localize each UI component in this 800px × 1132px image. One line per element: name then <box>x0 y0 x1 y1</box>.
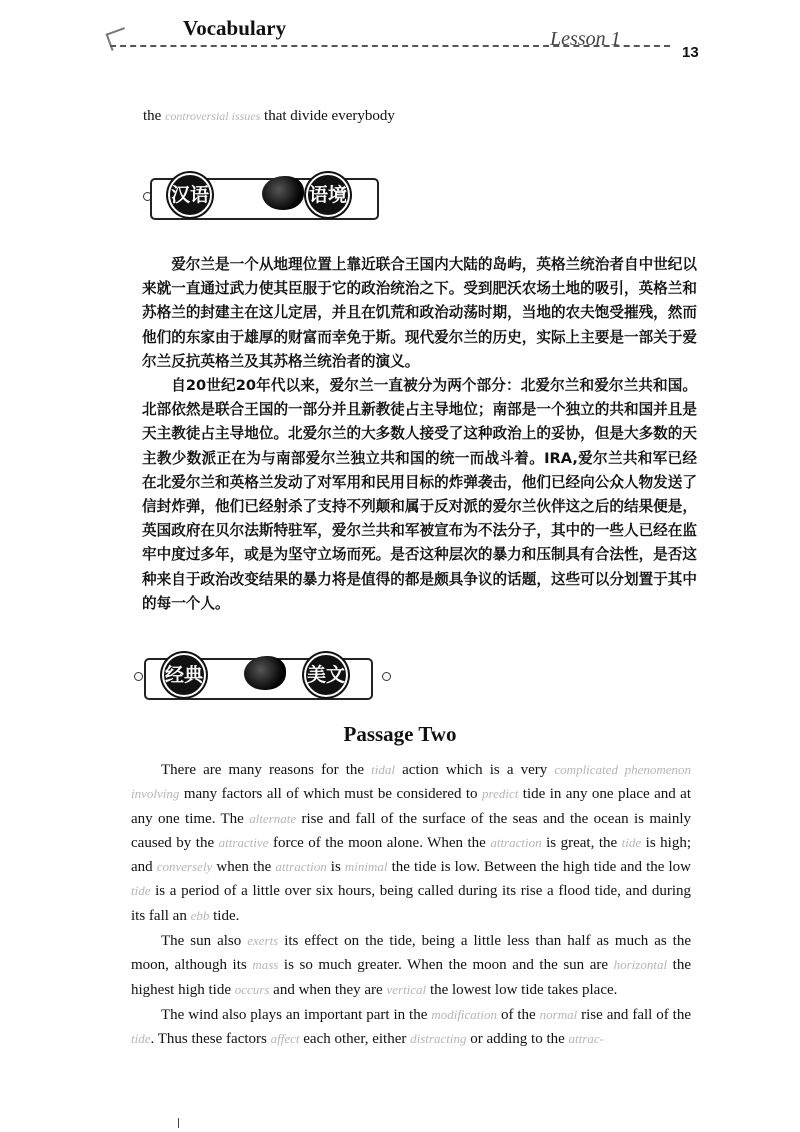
faded-vocab-word: tide <box>131 883 151 899</box>
passage-text-run: The wind also plays an important part in the <box>161 1006 432 1023</box>
passage-paragraph <box>131 758 691 928</box>
passage-text-run: or adding to the <box>466 1031 569 1048</box>
passage-paragraph <box>131 1003 691 1052</box>
header-ornament <box>106 27 131 51</box>
passage-text-run: each other, either <box>299 1031 411 1048</box>
faded-vocab-word: alternate <box>249 810 297 826</box>
faded-vocab-word: complicated phenomenon involving <box>131 762 691 802</box>
faded-vocab-word: distracting <box>410 1031 467 1047</box>
passage-text-run: is a period of a little over six hours, being called during its rise a flood tide, and during its fall an <box>131 883 691 924</box>
faded-vocab-word: affect <box>270 1031 300 1047</box>
passage-text-run: its effect on the tide, being a little less than half as much as the moon, although its <box>131 933 691 974</box>
passage-text-run: . Thus these factors <box>150 1031 271 1048</box>
faded-vocab-word: attraction <box>275 859 327 875</box>
banner-label-left: 汉语 <box>168 173 212 217</box>
vocab-faded-term: controversial issues <box>165 109 261 123</box>
passage-text-run: the tide is low. Between the high tide and the low <box>387 859 691 876</box>
passage-text-run: is high; and <box>131 834 691 876</box>
passage-text-run: is <box>326 859 345 876</box>
passage-text-run: is so much greater. When the moon and the sun are <box>278 957 614 974</box>
faded-vocab-word: attractive <box>218 834 269 850</box>
passage-text-run: rise and fall of the surface of the seas and the ocean is mainly caused by the <box>131 810 691 851</box>
banner-label-right: 语境 <box>306 173 350 217</box>
faded-vocab-word: minimal <box>344 859 388 875</box>
passage-text-run: rise and fall of the <box>577 1006 691 1023</box>
faded-vocab-word: normal <box>539 1006 578 1022</box>
running-header-lesson: Lesson 1 <box>550 28 621 50</box>
section-banner-classic-reading <box>134 652 396 704</box>
faded-vocab-word: vertical <box>386 981 427 997</box>
faded-vocab-word: attraction <box>490 834 542 850</box>
vocab-suffix: that divide everybody <box>264 108 395 124</box>
running-header-title: Vocabulary <box>183 16 287 40</box>
vocab-prefix: the <box>143 108 162 124</box>
page-margin-mark <box>178 1118 179 1128</box>
faded-vocab-word: exerts <box>247 933 279 949</box>
passage-text-run: the lowest low tide takes place. <box>426 981 618 998</box>
passage-text <box>131 758 691 1053</box>
header-divider <box>110 45 670 47</box>
passage-text-run: The sun also <box>161 933 248 950</box>
faded-vocab-word: conversely <box>156 859 213 875</box>
passage-text-run: many factors all of which must be considered to <box>179 786 482 803</box>
passage-paragraph <box>131 929 691 1002</box>
ink-splash-icon <box>262 176 304 210</box>
passage-text-run: force of the moon alone. When the <box>268 834 491 851</box>
passage-text-run: action which is a very <box>395 762 555 778</box>
passage-text-run: of the <box>497 1006 540 1023</box>
chinese-paragraph: 自20世纪20年代以来，爱尔兰一直被分为两个部分：北爱尔兰和爱尔兰共和国。北部依然是联合王国的一部分并且新教徒占主导地位；南部是一个独立的共和国并且是天主教徒占主导地位。北爱尔兰的大多数人接受了这种政治上的妥协，但是大多数的天主教少数派正在为与南部爱尔兰独立共和国的统一而战斗着。IRA,爱尔兰共和军已经在北爱尔兰和英格兰发动了对军用和民用目标的炸弹袭击，他们已经向公众人物发送了信封炸弹，他们已经射杀了支持不列颠和属于反对派的爱尔兰伙伴这之后的结果便是，英国政府在贝尔法斯特驻军，爱尔兰共和军被宣布为不法分子，其中的一些人已经在监牢中度过多年，或是为坚守立场而死。是否这种层次的暴力和压制具有合法性，是否这种来自于政治改变结果的暴力将是值得的都是颇具争议的话题，这些可以分划置于其中的每一个人。 <box>142 377 697 612</box>
banner-label-right: 美文 <box>304 653 348 697</box>
passage-text-run: when the <box>212 859 276 876</box>
passage-text-run: and when they are <box>269 981 387 998</box>
faded-vocab-word: mass <box>252 957 279 973</box>
ink-splash-icon <box>244 656 286 690</box>
faded-vocab-word: tidal <box>371 762 396 777</box>
faded-vocab-word: predict <box>482 786 519 802</box>
passage-text-run: tide. <box>209 907 240 924</box>
faded-vocab-word: modification <box>431 1006 498 1022</box>
vocab-phrase-line <box>143 108 395 125</box>
passage-text-run: There are many reasons for the <box>161 762 372 778</box>
chinese-context-text <box>142 253 697 616</box>
faded-vocab-word: tide <box>621 834 642 850</box>
chinese-paragraph: 爱尔兰是一个从地理位置上靠近联合王国内大陆的岛屿，英格兰统治者自中世纪以来就一直通过武力使其臣服于它的政治统治之下。受到肥沃农场土地的吸引，英格兰和苏格兰的封建主在这儿定居，并且在饥荒和政治动荡时期，当地的农夫饱受摧残，然而他们的东家由于雄厚的财富而幸免于斯。现代爱尔兰的历史，实际上主要是一部关于爱尔兰反抗英格兰及其苏格兰统治者的演义。 <box>142 256 697 370</box>
banner-label-left: 经典 <box>162 653 206 697</box>
passage-text-run: tide in any one place and at any one time. The <box>131 786 691 827</box>
section-banner-chinese-context <box>140 172 390 224</box>
banner-dot <box>382 672 391 681</box>
passage-title: Passage Two <box>343 722 457 746</box>
faded-vocab-word: tide <box>131 1031 151 1047</box>
page-number: 13 <box>682 44 699 61</box>
faded-vocab-word: ebb <box>190 907 210 923</box>
banner-dot <box>134 672 143 681</box>
faded-vocab-word: occurs <box>234 981 270 997</box>
faded-vocab-word: attrac- <box>568 1031 604 1047</box>
passage-text-run: the highest high tide <box>131 957 691 998</box>
passage-text-run: is great, the <box>541 834 622 851</box>
faded-vocab-word: horizontal <box>613 957 668 973</box>
